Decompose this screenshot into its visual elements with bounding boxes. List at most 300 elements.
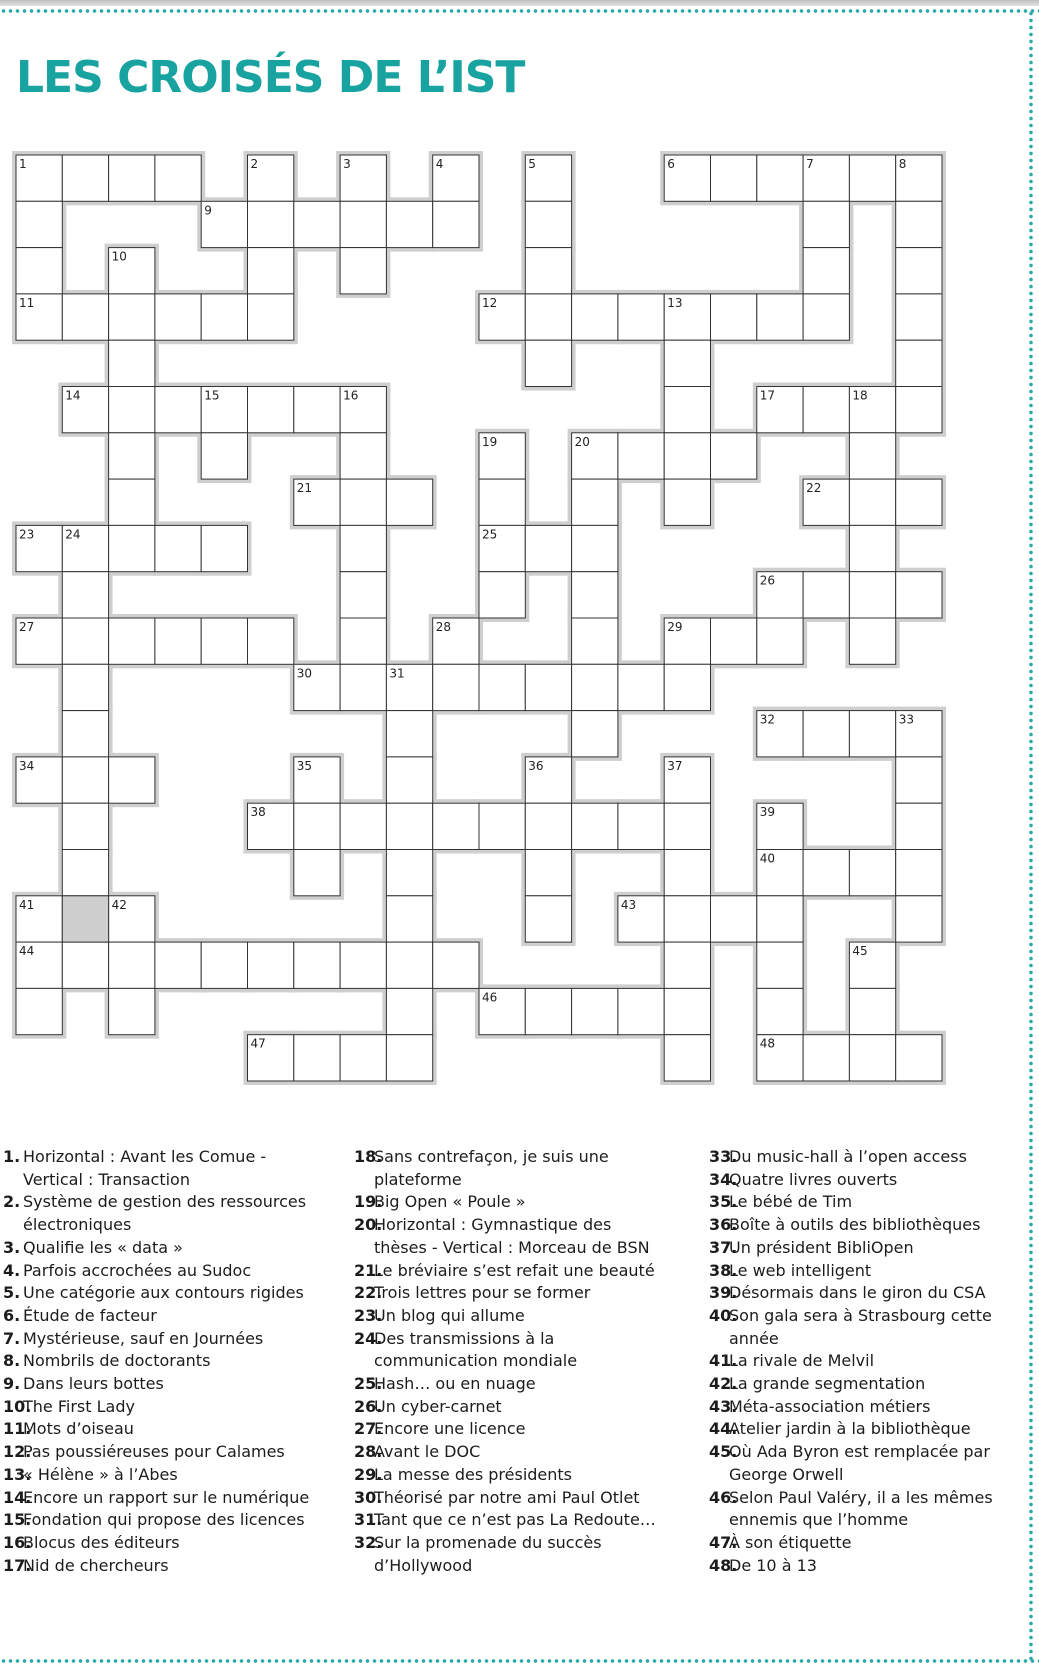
grid-cell[interactable] <box>62 711 108 757</box>
grid-number: 5 <box>528 157 536 171</box>
clue-text: À son étiquette <box>729 1532 852 1552</box>
grid-cell[interactable] <box>16 201 62 247</box>
grid-cell[interactable] <box>664 988 710 1034</box>
grid-cell[interactable] <box>340 618 386 664</box>
clue-text: Vertical : Transaction <box>23 1169 190 1189</box>
grid-cell[interactable] <box>155 155 201 201</box>
grid-cell[interactable] <box>664 479 710 525</box>
grid-cell[interactable] <box>479 664 525 710</box>
grid-cell[interactable] <box>664 433 710 479</box>
grid-number: 33 <box>898 712 914 727</box>
grid-cell[interactable] <box>201 618 247 664</box>
grid-number: 22 <box>806 481 822 496</box>
clue-line <box>354 1260 656 1283</box>
clue-number: 33. <box>709 1147 738 1166</box>
grid-cell[interactable] <box>572 711 618 757</box>
clue-text: Mystérieuse, sauf en Journées <box>23 1328 264 1348</box>
grid-cell[interactable] <box>155 387 201 433</box>
grid-cell[interactable] <box>896 572 942 618</box>
grid-number: 9 <box>204 203 212 218</box>
grid-cell[interactable] <box>201 433 247 479</box>
grid-number: 21 <box>296 481 313 496</box>
clue-line <box>709 1146 993 1169</box>
grid-number: 32 <box>759 712 776 727</box>
clue-number: 13. <box>3 1464 32 1484</box>
clue-number: 36. <box>709 1215 738 1235</box>
clue-number: 19. <box>354 1192 383 1212</box>
grid-cell[interactable] <box>896 201 942 247</box>
grid-cell[interactable] <box>386 850 432 896</box>
dotted-border-bottom <box>0 1659 1039 1663</box>
grid-cell[interactable] <box>849 988 895 1034</box>
clue-text: Horizontal : Avant les Comue - <box>23 1147 267 1166</box>
grid-number: 2 <box>250 157 259 171</box>
grid-cell[interactable] <box>711 294 757 340</box>
clue-text: Big Open « Poule » <box>374 1192 526 1212</box>
grid-cell[interactable] <box>62 294 108 340</box>
clue-text: Quatre livres ouverts <box>729 1169 898 1189</box>
clue-line <box>354 1441 656 1464</box>
grid-number: 16 <box>343 388 359 403</box>
clue-text: La messe des présidents <box>374 1464 573 1484</box>
clue-text: Selon Paul Valéry, il a les mêmes <box>729 1487 993 1507</box>
grid-cell[interactable] <box>803 201 849 247</box>
grid-cell[interactable] <box>525 988 571 1034</box>
grid-number: 27 <box>19 620 35 634</box>
grid-cell[interactable] <box>896 850 942 896</box>
grid-cell[interactable] <box>664 340 710 386</box>
clue-number <box>709 1509 729 1532</box>
clue-text: Qualifie les « data » <box>23 1237 183 1257</box>
grid-cell[interactable] <box>433 942 479 988</box>
grid-cell[interactable] <box>386 479 432 525</box>
grid-cell[interactable] <box>62 664 108 710</box>
clue-text: The First Lady <box>23 1396 135 1416</box>
grid-cell[interactable] <box>340 479 386 525</box>
grid-cell[interactable] <box>62 850 108 896</box>
grid-cell[interactable] <box>664 803 710 849</box>
clue-text: Encore une licence <box>374 1419 526 1439</box>
clue-text: Tant que ce n’est pas La Redoute… <box>374 1510 656 1530</box>
grid-cell[interactable] <box>62 572 108 618</box>
clue-line <box>3 1169 309 1192</box>
grid-cell[interactable] <box>803 294 849 340</box>
grid-cell[interactable] <box>109 525 155 571</box>
grid-number: 26 <box>759 573 776 588</box>
clue-text: Désormais dans le giron du CSA <box>729 1283 986 1303</box>
clue-line <box>709 1509 993 1532</box>
grid-cell[interactable] <box>201 525 247 571</box>
grid-cell[interactable] <box>525 248 571 294</box>
clue-text: Trois lettres pour se former <box>374 1283 591 1303</box>
grid-cell[interactable] <box>711 155 757 201</box>
grid-cell[interactable] <box>340 664 386 710</box>
grid-cell[interactable] <box>572 988 618 1034</box>
grid-cell[interactable] <box>803 850 849 896</box>
grid-number: 39 <box>759 805 776 820</box>
grid-cell[interactable] <box>618 433 664 479</box>
clue-text: « Hélène » à l’Abes <box>23 1464 178 1484</box>
grid-cell[interactable] <box>664 850 710 896</box>
clue-line <box>709 1441 993 1464</box>
clue-line <box>3 1282 309 1305</box>
clue-number: 29. <box>354 1464 383 1484</box>
clue-number <box>354 1555 374 1578</box>
grid-cell[interactable] <box>618 988 664 1034</box>
grid-cell[interactable] <box>479 572 525 618</box>
clue-line <box>354 1555 656 1578</box>
clue-text: Une catégorie aux contours rigides <box>23 1283 304 1303</box>
clue-line <box>354 1350 656 1373</box>
clue-number: 24. <box>354 1328 383 1348</box>
grid-cell[interactable] <box>849 711 895 757</box>
grid-cell[interactable] <box>525 201 571 247</box>
clue-line <box>3 1350 309 1373</box>
grid-cell[interactable] <box>525 340 571 386</box>
clue-number: 11. <box>3 1419 32 1439</box>
grid-cell[interactable] <box>572 572 618 618</box>
grid-cell[interactable] <box>62 618 108 664</box>
grid-number: 12 <box>482 295 498 310</box>
grid-number: 40 <box>759 851 776 866</box>
grid-cell[interactable] <box>62 757 108 803</box>
grid-cell[interactable] <box>109 479 155 525</box>
clue-number <box>709 1464 729 1487</box>
clue-number: 12. <box>3 1442 32 1462</box>
grid-cell[interactable] <box>340 572 386 618</box>
grid-cell[interactable] <box>757 988 803 1034</box>
grid-cell[interactable] <box>294 803 340 849</box>
clue-text: Théorisé par notre ami Paul Otlet <box>374 1487 640 1507</box>
grid-number: 29 <box>667 620 683 634</box>
clue-line <box>709 1396 993 1419</box>
grid-cell[interactable] <box>201 294 247 340</box>
clue-number: 16. <box>3 1532 32 1552</box>
grid-cell[interactable] <box>849 572 895 618</box>
clue-number <box>709 1328 729 1351</box>
clue-line <box>354 1418 656 1441</box>
grid-cell[interactable] <box>896 248 942 294</box>
grid-cell[interactable] <box>525 850 571 896</box>
grid-cell[interactable] <box>155 942 201 988</box>
grid-cell[interactable] <box>340 803 386 849</box>
clue-line <box>3 1373 309 1396</box>
grid-cell[interactable] <box>757 942 803 988</box>
grid-cell[interactable] <box>109 340 155 386</box>
clue-text: Dans leurs bottes <box>23 1374 164 1394</box>
grid-number: 1 <box>19 157 27 171</box>
grid-cell[interactable] <box>294 201 340 247</box>
grid-cell[interactable] <box>572 803 618 849</box>
grid-cell[interactable] <box>433 664 479 710</box>
grid-cell[interactable] <box>248 248 294 294</box>
clue-text: Étude de facteur <box>23 1305 157 1325</box>
clue-number: 22. <box>354 1283 383 1303</box>
clue-number: 28. <box>354 1442 383 1462</box>
clue-number: 26. <box>354 1396 383 1416</box>
clue-line <box>709 1418 993 1441</box>
grid-cell[interactable] <box>896 479 942 525</box>
clue-line <box>354 1237 656 1260</box>
grid-cell[interactable] <box>803 1035 849 1081</box>
grid-number: 28 <box>435 620 451 634</box>
grid-cell[interactable] <box>109 294 155 340</box>
grid-cell[interactable] <box>433 803 479 849</box>
grid-cell[interactable] <box>248 201 294 247</box>
grid-cell[interactable] <box>896 340 942 386</box>
clue-number: 39. <box>709 1283 738 1303</box>
clue-text: Mots d’oiseau <box>23 1419 134 1439</box>
clue-text: Nid de chercheurs <box>23 1555 169 1575</box>
grid-cell[interactable] <box>109 433 155 479</box>
grid-cell[interactable] <box>248 618 294 664</box>
clue-line <box>3 1555 309 1578</box>
clue-line <box>709 1191 993 1214</box>
grid-cell[interactable] <box>664 387 710 433</box>
grid-number: 31 <box>389 666 405 681</box>
clue-number: 9. <box>3 1374 21 1394</box>
grid-number: 18 <box>852 388 868 403</box>
clue-number: 41. <box>709 1351 738 1371</box>
clue-line <box>3 1237 309 1260</box>
grid-cell[interactable] <box>294 942 340 988</box>
clue-number: 15. <box>3 1510 32 1530</box>
clue-line <box>709 1214 993 1237</box>
grid-cell[interactable] <box>201 942 247 988</box>
clue-number: 31. <box>354 1510 383 1530</box>
grid-cell[interactable] <box>525 803 571 849</box>
clue-number: 34. <box>709 1169 738 1189</box>
grid-cell[interactable] <box>896 294 942 340</box>
grid-number: 7 <box>806 157 814 171</box>
grid-cell[interactable] <box>386 711 432 757</box>
grid-cell[interactable] <box>109 155 155 201</box>
grid-number: 10 <box>111 249 127 264</box>
grid-number: 6 <box>667 157 675 171</box>
grid-cell[interactable] <box>849 525 895 571</box>
clue-number: 47. <box>709 1532 738 1552</box>
grid-cell[interactable] <box>340 248 386 294</box>
grid-cell[interactable] <box>109 757 155 803</box>
grid-cell[interactable] <box>849 1035 895 1081</box>
grid-cell[interactable] <box>248 942 294 988</box>
clue-line <box>354 1487 656 1510</box>
grid-number: 24 <box>65 527 81 542</box>
clue-column-1 <box>3 1146 309 1577</box>
clue-number: 20. <box>354 1215 383 1235</box>
clue-text: Le bréviaire s’est refait une beauté <box>374 1260 655 1280</box>
grid-cell[interactable] <box>155 525 201 571</box>
grid-cell[interactable] <box>664 1035 710 1081</box>
grid-cell[interactable] <box>803 248 849 294</box>
grid-cell[interactable] <box>386 803 432 849</box>
clue-line <box>354 1146 656 1169</box>
clue-number: 40. <box>709 1305 738 1325</box>
clue-column-2 <box>354 1146 656 1577</box>
grid-cell-blocked <box>62 896 108 942</box>
clue-text: Avant le DOC <box>374 1442 481 1462</box>
clue-line <box>3 1532 309 1555</box>
grid-number: 36 <box>528 758 544 773</box>
grid-cell[interactable] <box>896 803 942 849</box>
grid-cell[interactable] <box>525 294 571 340</box>
clue-text: George Orwell <box>729 1464 844 1484</box>
clue-line <box>3 1509 309 1532</box>
grid-number: 37 <box>667 758 683 773</box>
grid-cell[interactable] <box>16 988 62 1034</box>
grid-cell[interactable] <box>711 433 757 479</box>
grid-cell[interactable] <box>757 896 803 942</box>
grid-cell[interactable] <box>849 433 895 479</box>
grid-number: 20 <box>574 434 590 449</box>
grid-cell[interactable] <box>433 201 479 247</box>
grid-cell[interactable] <box>849 479 895 525</box>
clue-line <box>354 1373 656 1396</box>
clue-line <box>3 1418 309 1441</box>
clue-number: 5. <box>3 1283 21 1303</box>
grid-cell[interactable] <box>109 387 155 433</box>
clue-text: Des transmissions à la <box>374 1328 555 1348</box>
grid-number: 34 <box>19 758 35 773</box>
grid-cell[interactable] <box>386 1035 432 1081</box>
clue-line <box>354 1305 656 1328</box>
grid-cell[interactable] <box>62 942 108 988</box>
grid-cell[interactable] <box>16 248 62 294</box>
grid-cell[interactable] <box>109 988 155 1034</box>
clue-line <box>3 1146 309 1169</box>
grid-cell[interactable] <box>479 479 525 525</box>
grid-cell[interactable] <box>849 618 895 664</box>
grid-cell[interactable] <box>896 757 942 803</box>
clue-number <box>354 1169 374 1192</box>
grid-cell[interactable] <box>757 618 803 664</box>
grid-cell[interactable] <box>62 803 108 849</box>
grid-cell[interactable] <box>386 988 432 1034</box>
grid-cell[interactable] <box>155 618 201 664</box>
grid-cell[interactable] <box>711 618 757 664</box>
grid-cell[interactable] <box>340 942 386 988</box>
grid-cell[interactable] <box>386 757 432 803</box>
grid-cell[interactable] <box>386 201 432 247</box>
clue-text: communication mondiale <box>374 1351 578 1371</box>
grid-number: 25 <box>482 527 498 542</box>
grid-cell[interactable] <box>572 525 618 571</box>
grid-number: 4 <box>435 157 444 171</box>
grid-cell[interactable] <box>294 387 340 433</box>
clue-line <box>354 1191 656 1214</box>
grid-cell[interactable] <box>757 155 803 201</box>
clue-text: De 10 à 13 <box>729 1555 817 1575</box>
clue-number: 30. <box>354 1487 383 1507</box>
clue-line <box>709 1260 993 1283</box>
grid-cell[interactable] <box>294 850 340 896</box>
clue-line <box>709 1464 993 1487</box>
grid-number: 42 <box>111 897 127 912</box>
clue-line <box>709 1555 993 1578</box>
clue-text: Du music-hall à l’open access <box>729 1147 967 1166</box>
grid-cell[interactable] <box>340 201 386 247</box>
clue-line <box>354 1214 656 1237</box>
clue-line <box>709 1237 993 1260</box>
clue-line <box>709 1282 993 1305</box>
grid-cell[interactable] <box>340 433 386 479</box>
grid-cell[interactable] <box>572 618 618 664</box>
grid-cell[interactable] <box>664 942 710 988</box>
clue-text: Atelier jardin à la bibliothèque <box>729 1419 971 1439</box>
grid-cell[interactable] <box>803 387 849 433</box>
clue-text: Où Ada Byron est remplacée par <box>729 1442 990 1462</box>
grid-cell[interactable] <box>248 387 294 433</box>
clue-line <box>3 1464 309 1487</box>
clue-text: Parfois accrochées au Sudoc <box>23 1260 252 1280</box>
grid-number: 13 <box>667 295 683 310</box>
clue-text: Méta-association métiers <box>729 1396 931 1416</box>
grid-cell[interactable] <box>340 1035 386 1081</box>
grid-cell[interactable] <box>479 803 525 849</box>
clue-text: d’Hollywood <box>374 1555 473 1575</box>
grid-cell[interactable] <box>757 294 803 340</box>
clue-line <box>3 1396 309 1419</box>
clue-number: 4. <box>3 1260 21 1280</box>
grid-cell[interactable] <box>109 942 155 988</box>
grid-number: 11 <box>19 295 35 310</box>
clue-column-3 <box>709 1146 993 1577</box>
grid-cell[interactable] <box>109 618 155 664</box>
grid-cell[interactable] <box>664 664 710 710</box>
clue-text: Boîte à outils des bibliothèques <box>729 1215 981 1235</box>
grid-number: 23 <box>19 527 35 542</box>
grid-cell[interactable] <box>803 711 849 757</box>
grid-cell[interactable] <box>896 1035 942 1081</box>
clue-text: Le web intelligent <box>729 1260 872 1280</box>
grid-number: 14 <box>65 388 81 403</box>
grid-cell[interactable] <box>525 664 571 710</box>
clue-text: Le bébé de Tim <box>729 1192 853 1212</box>
grid-cell[interactable] <box>525 896 571 942</box>
grid-cell[interactable] <box>849 155 895 201</box>
grid-cell[interactable] <box>386 942 432 988</box>
grid-cell[interactable] <box>386 896 432 942</box>
clue-number: 25. <box>354 1374 383 1394</box>
grid-cell[interactable] <box>340 525 386 571</box>
grid-cell[interactable] <box>664 896 710 942</box>
grid-cell[interactable] <box>572 664 618 710</box>
grid-cell[interactable] <box>618 294 664 340</box>
grid-cell[interactable] <box>896 387 942 433</box>
grid-cell[interactable] <box>896 896 942 942</box>
grid-cell[interactable] <box>294 1035 340 1081</box>
grid-cell[interactable] <box>572 294 618 340</box>
grid-cell[interactable] <box>572 479 618 525</box>
clue-line <box>354 1464 656 1487</box>
clue-text: Un blog qui allume <box>374 1305 525 1325</box>
grid-cell[interactable] <box>618 664 664 710</box>
grid-cell[interactable] <box>248 294 294 340</box>
grid-number: 30 <box>296 666 313 681</box>
clue-number: 14. <box>3 1487 32 1507</box>
clue-text: Un président BibliOpen <box>729 1237 914 1257</box>
grid-cell[interactable] <box>803 572 849 618</box>
grid-cell[interactable] <box>618 803 664 849</box>
grid-cell[interactable] <box>525 525 571 571</box>
grid-cell[interactable] <box>711 896 757 942</box>
grid-cell[interactable] <box>155 294 201 340</box>
grid-cell[interactable] <box>849 850 895 896</box>
grid-cell[interactable] <box>62 155 108 201</box>
clue-number: 45. <box>709 1442 738 1462</box>
clue-number: 27. <box>354 1419 383 1439</box>
clue-number: 21. <box>354 1260 383 1280</box>
